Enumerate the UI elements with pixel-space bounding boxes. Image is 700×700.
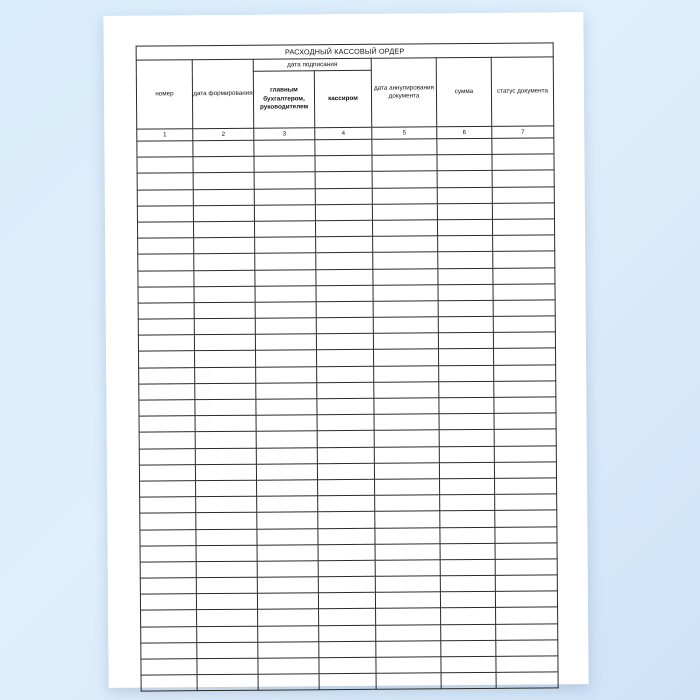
table-cell[interactable] (140, 545, 196, 562)
table-cell[interactable] (439, 446, 494, 463)
table-cell[interactable] (258, 609, 319, 626)
table-cell[interactable] (256, 415, 317, 432)
table-cell[interactable] (194, 318, 255, 335)
table-cell[interactable] (375, 527, 440, 544)
table-cell[interactable] (492, 203, 554, 220)
table-cell[interactable] (440, 478, 495, 495)
table-cell[interactable] (496, 656, 558, 673)
table-cell[interactable] (258, 642, 319, 659)
table-cell[interactable] (492, 170, 554, 187)
table-cell[interactable] (254, 188, 315, 205)
table-cell[interactable] (139, 351, 195, 368)
table-cell[interactable] (256, 350, 317, 367)
table-cell[interactable] (492, 186, 554, 203)
column-number-4: 4 (315, 127, 372, 139)
table-cell[interactable] (496, 672, 558, 689)
table-cell[interactable] (319, 673, 376, 690)
table-cell[interactable] (258, 658, 319, 675)
column-number-7: 7 (492, 126, 554, 138)
table-cell[interactable] (494, 429, 556, 446)
table-cell[interactable] (256, 399, 317, 416)
table-cell[interactable] (376, 673, 441, 690)
table-cell[interactable] (140, 513, 196, 530)
table-cell[interactable] (439, 462, 494, 479)
table-cell[interactable] (492, 219, 554, 236)
table-cell[interactable] (317, 414, 374, 431)
table-cell[interactable] (373, 268, 438, 285)
table-cell[interactable] (372, 204, 437, 221)
table-cell[interactable] (493, 300, 555, 317)
table-cell[interactable] (376, 657, 441, 674)
table-cell[interactable] (439, 397, 494, 414)
table-cell[interactable] (256, 447, 317, 464)
table-cell[interactable] (440, 559, 495, 576)
table-cell[interactable] (438, 333, 493, 350)
table-cell[interactable] (141, 610, 197, 627)
table-cell[interactable] (496, 623, 558, 640)
table-cell[interactable] (137, 205, 193, 222)
table-cell[interactable] (495, 478, 557, 495)
table-cell[interactable] (373, 236, 438, 253)
table-cell[interactable] (494, 445, 556, 462)
table-cell[interactable] (493, 348, 555, 365)
column-header-nomer: номер (136, 60, 193, 129)
table-cell[interactable] (257, 512, 318, 529)
table-cell[interactable] (494, 397, 556, 414)
table-cell[interactable] (372, 187, 437, 204)
table-cell[interactable] (439, 414, 494, 431)
table-cell[interactable] (315, 188, 372, 205)
table-cell[interactable] (138, 270, 194, 287)
table-cell[interactable] (495, 575, 557, 592)
table-cell[interactable] (319, 625, 376, 642)
table-cell[interactable] (196, 513, 257, 530)
table-cell[interactable] (318, 576, 375, 593)
column-header-data-annulirovaniya: дата аннулирования документа (371, 58, 437, 128)
table-cell[interactable] (139, 448, 195, 465)
table-cell[interactable] (257, 593, 318, 610)
table-cell[interactable] (140, 529, 196, 546)
table-cell[interactable] (140, 481, 196, 498)
table-cell[interactable] (439, 365, 494, 382)
table-cell[interactable] (194, 270, 255, 287)
table-cell[interactable] (316, 317, 373, 334)
table-cell[interactable] (495, 526, 557, 543)
table-cell[interactable] (440, 494, 495, 511)
table-cell[interactable] (374, 463, 439, 480)
table-cell[interactable] (373, 252, 438, 269)
table-cell[interactable] (319, 641, 376, 658)
table-cell[interactable] (193, 173, 254, 190)
table-cell[interactable] (375, 543, 440, 560)
table-cell[interactable] (258, 674, 319, 691)
table-cell[interactable] (437, 138, 492, 155)
table-cell[interactable] (373, 284, 438, 301)
table-cell[interactable] (372, 155, 437, 172)
table-cell[interactable] (254, 156, 315, 173)
table-cell[interactable] (374, 446, 439, 463)
table-cell[interactable] (437, 187, 492, 204)
table-cell[interactable] (140, 594, 196, 611)
table-cell[interactable] (141, 642, 197, 659)
table-cell[interactable] (316, 285, 373, 302)
table-cell[interactable] (137, 157, 193, 174)
table-cell[interactable] (315, 155, 372, 172)
table-cell[interactable] (373, 317, 438, 334)
table-row[interactable] (141, 672, 558, 691)
table-cell[interactable] (137, 173, 193, 190)
table-cell[interactable] (196, 545, 257, 562)
document-title: РАСХОДНЫЙ КАССОВЫЙ ОРДЕР (136, 43, 553, 60)
column-number-3: 3 (254, 128, 315, 140)
column-number-6: 6 (437, 126, 492, 138)
table-cell[interactable] (440, 511, 495, 528)
table-cell[interactable] (317, 463, 374, 480)
table-cell[interactable] (315, 139, 372, 156)
table-cell[interactable] (196, 593, 257, 610)
table-cell[interactable] (141, 659, 197, 676)
table-cell[interactable] (316, 236, 373, 253)
table-cell[interactable] (437, 203, 492, 220)
table-cell[interactable] (195, 367, 256, 384)
table-cell[interactable] (195, 351, 256, 368)
table-cell[interactable] (493, 251, 555, 268)
table-cell[interactable] (137, 141, 193, 158)
table-cell[interactable] (255, 334, 316, 351)
table-cell[interactable] (195, 383, 256, 400)
table-cell[interactable] (318, 512, 375, 529)
table-cell[interactable] (315, 220, 372, 237)
table-cell[interactable] (317, 398, 374, 415)
table-cell[interactable] (317, 366, 374, 383)
table-cell[interactable] (376, 624, 441, 641)
table-cell[interactable] (196, 561, 257, 578)
table-cell[interactable] (255, 237, 316, 254)
table-cell[interactable] (438, 284, 493, 301)
table-cell[interactable] (317, 447, 374, 464)
table-cell[interactable] (257, 528, 318, 545)
table-cell[interactable] (316, 334, 373, 351)
table-cell[interactable] (194, 254, 255, 271)
table-cell[interactable] (317, 382, 374, 399)
table-cell[interactable] (197, 642, 258, 659)
table-cell[interactable] (254, 221, 315, 238)
table-cell[interactable] (493, 332, 555, 349)
table-cell[interactable] (441, 656, 496, 673)
table-cell[interactable] (438, 235, 493, 252)
column-header-summa: сумма (436, 57, 492, 126)
column-header-kassirom: кассиром (314, 70, 371, 127)
table-cell[interactable] (255, 318, 316, 335)
table-cell[interactable] (315, 204, 372, 221)
column-header-data-formirovaniya: дата формирования (192, 59, 254, 128)
table-cell[interactable] (373, 349, 438, 366)
table-cell[interactable] (137, 222, 193, 239)
table-cell[interactable] (316, 301, 373, 318)
table-cell[interactable] (196, 496, 257, 513)
table-cell[interactable] (256, 463, 317, 480)
table-cell[interactable] (197, 658, 258, 675)
table-cell[interactable] (195, 399, 256, 416)
table-cell[interactable] (317, 350, 374, 367)
table-cell[interactable] (257, 561, 318, 578)
table-cell[interactable] (438, 252, 493, 269)
table-cell[interactable] (495, 494, 557, 511)
table-cell[interactable] (440, 592, 495, 609)
table-cell[interactable] (138, 303, 194, 320)
table-cell[interactable] (493, 235, 555, 252)
table-cell[interactable] (140, 578, 196, 595)
table-cell[interactable] (194, 334, 255, 351)
column-number-2: 2 (193, 128, 254, 140)
table-cell[interactable] (318, 593, 375, 610)
table-cell[interactable] (318, 479, 375, 496)
table-cell[interactable] (138, 319, 194, 336)
table-cell[interactable] (492, 138, 554, 155)
table-cell[interactable] (374, 430, 439, 447)
table-cell[interactable] (195, 464, 256, 481)
table-cell[interactable] (139, 367, 195, 384)
register-data-body (137, 138, 558, 692)
table-cell[interactable] (254, 204, 315, 221)
table-cell[interactable] (440, 543, 495, 560)
table-cell[interactable] (494, 413, 556, 430)
table-cell[interactable] (141, 626, 197, 643)
table-cell[interactable] (318, 560, 375, 577)
table-cell[interactable] (138, 254, 194, 271)
table-cell[interactable] (196, 529, 257, 546)
table-cell[interactable] (257, 496, 318, 513)
table-cell[interactable] (193, 189, 254, 206)
table-cell[interactable] (440, 527, 495, 544)
table-cell[interactable] (441, 608, 496, 625)
table-cell[interactable] (197, 674, 258, 691)
table-cell[interactable] (438, 268, 493, 285)
table-cell[interactable] (255, 285, 316, 302)
table-cell[interactable] (138, 335, 194, 352)
table-cell[interactable] (316, 253, 373, 270)
column-header-glavnym-buhgalterom: главным бухгалтером, руководителем (253, 71, 314, 128)
table-cell[interactable] (441, 673, 496, 690)
table-cell[interactable] (496, 640, 558, 657)
table-cell[interactable] (495, 510, 557, 527)
table-cell[interactable] (319, 609, 376, 626)
table-cell[interactable] (195, 415, 256, 432)
register-table-container (136, 42, 558, 692)
table-cell[interactable] (318, 495, 375, 512)
table-cell[interactable] (438, 300, 493, 317)
table-cell[interactable] (372, 171, 437, 188)
table-cell[interactable] (493, 316, 555, 333)
table-cell[interactable] (196, 577, 257, 594)
table-cell[interactable] (140, 562, 196, 579)
table-cell[interactable] (139, 464, 195, 481)
table-cell[interactable] (437, 219, 492, 236)
table-cell[interactable] (438, 316, 493, 333)
table-cell[interactable] (193, 221, 254, 238)
table-cell[interactable] (256, 383, 317, 400)
table-cell[interactable] (319, 657, 376, 674)
table-cell[interactable] (495, 559, 557, 576)
table-cell[interactable] (376, 608, 441, 625)
table-cell[interactable] (492, 154, 554, 171)
table-cell[interactable] (493, 284, 555, 301)
table-cell[interactable] (139, 416, 195, 433)
table-cell[interactable] (316, 269, 373, 286)
table-cell[interactable] (193, 140, 254, 157)
table-cell[interactable] (437, 155, 492, 172)
table-cell[interactable] (138, 286, 194, 303)
table-cell[interactable] (318, 528, 375, 545)
table-cell[interactable] (194, 237, 255, 254)
table-cell[interactable] (374, 382, 439, 399)
table-cell[interactable] (440, 575, 495, 592)
table-cell[interactable] (495, 591, 557, 608)
table-cell[interactable] (193, 156, 254, 173)
table-cell[interactable] (195, 432, 256, 449)
table-cell[interactable] (375, 560, 440, 577)
table-cell[interactable] (374, 414, 439, 431)
table-cell[interactable] (438, 349, 493, 366)
table-cell[interactable] (197, 610, 258, 627)
table-cell[interactable] (373, 301, 438, 318)
document-sheet (103, 12, 588, 688)
table-cell[interactable] (140, 497, 196, 514)
column-number-5: 5 (372, 127, 437, 140)
table-cell[interactable] (137, 189, 193, 206)
table-cell[interactable] (197, 626, 258, 643)
table-cell[interactable] (195, 448, 256, 465)
table-cell[interactable] (375, 495, 440, 512)
table-cell[interactable] (255, 269, 316, 286)
table-cell[interactable] (494, 381, 556, 398)
table-cell[interactable] (493, 267, 555, 284)
table-cell[interactable] (375, 576, 440, 593)
table-cell[interactable] (138, 238, 194, 255)
table-cell[interactable] (254, 172, 315, 189)
table-cell[interactable] (315, 172, 372, 189)
table-cell[interactable] (194, 286, 255, 303)
table-cell[interactable] (256, 431, 317, 448)
table-cell[interactable] (372, 220, 437, 237)
table-cell[interactable] (374, 398, 439, 415)
column-number-1: 1 (137, 129, 193, 141)
table-cell[interactable] (374, 365, 439, 382)
table-cell[interactable] (375, 511, 440, 528)
column-header-status-dokumenta: статус документа (491, 57, 554, 126)
table-cell[interactable] (437, 171, 492, 188)
table-cell[interactable] (496, 607, 558, 624)
table-cell[interactable] (441, 640, 496, 657)
table-cell[interactable] (318, 544, 375, 561)
table-cell[interactable] (317, 431, 374, 448)
table-cell[interactable] (139, 384, 195, 401)
table-cell[interactable] (494, 462, 556, 479)
table-cell[interactable] (255, 253, 316, 270)
table-cell[interactable] (375, 592, 440, 609)
table-cell[interactable] (257, 577, 318, 594)
table-cell[interactable] (258, 625, 319, 642)
table-cell[interactable] (255, 302, 316, 319)
group-header-data-podpisaniya: дата подписания (253, 58, 371, 71)
register-table (136, 42, 559, 692)
table-cell[interactable] (254, 140, 315, 157)
table-cell[interactable] (441, 624, 496, 641)
table-cell[interactable] (372, 139, 437, 156)
table-cell[interactable] (194, 302, 255, 319)
table-cell[interactable] (494, 364, 556, 381)
table-cell[interactable] (141, 675, 197, 692)
table-cell[interactable] (439, 381, 494, 398)
table-cell[interactable] (139, 400, 195, 417)
table-cell[interactable] (257, 480, 318, 497)
table-cell[interactable] (375, 479, 440, 496)
table-cell[interactable] (376, 641, 441, 658)
table-cell[interactable] (196, 480, 257, 497)
table-cell[interactable] (439, 430, 494, 447)
table-cell[interactable] (193, 205, 254, 222)
table-cell[interactable] (495, 543, 557, 560)
table-cell[interactable] (257, 544, 318, 561)
table-cell[interactable] (256, 366, 317, 383)
table-cell[interactable] (139, 432, 195, 449)
table-cell[interactable] (373, 333, 438, 350)
